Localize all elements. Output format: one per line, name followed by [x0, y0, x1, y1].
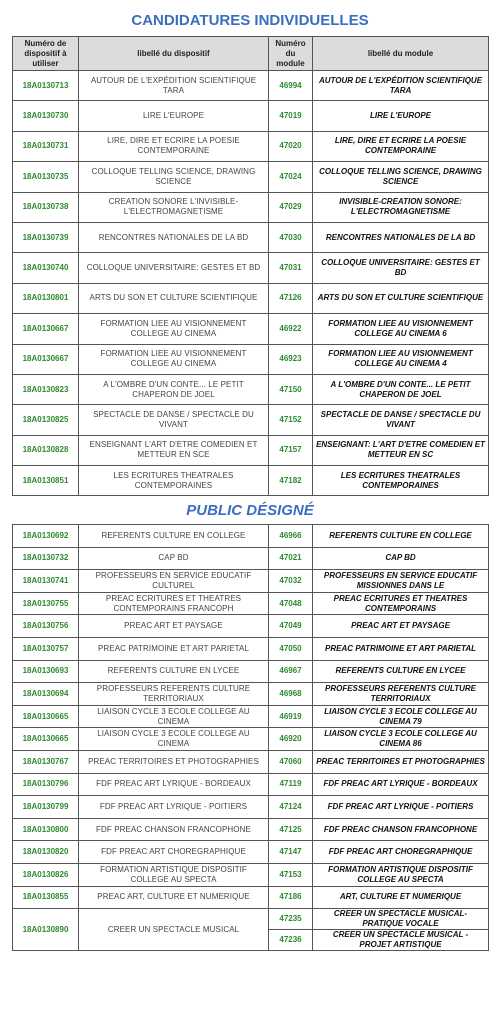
- dispositif-code: 18A0130735: [13, 162, 79, 192]
- table-row: [13, 435, 489, 465]
- dispositif-code: 18A0130801: [13, 283, 79, 313]
- dispositif-libelle: PROFESSEURS REFERENTS CULTURE TERRITORIAUX: [79, 683, 269, 706]
- dispositif-code: 18A0130732: [13, 547, 79, 570]
- module-number: 47150: [269, 374, 313, 404]
- header-libelle-dispositif: libellé du dispositif: [79, 37, 269, 71]
- dispositif-code: 18A0130739: [13, 222, 79, 252]
- table-row: [13, 192, 489, 222]
- dispositif-code: 18A0130767: [13, 750, 79, 773]
- dispositif-libelle: RENCONTRES NATIONALES DE LA BD: [79, 222, 269, 252]
- module-libelle: FDF PREAC ART LYRIQUE - BORDEAUX: [313, 773, 489, 796]
- dispositif-code: 18A0130799: [13, 796, 79, 819]
- dispositif-libelle: LIRE L'EUROPE: [79, 101, 269, 131]
- module-number: 47182: [269, 466, 313, 496]
- dispositif-libelle: PREAC ECRITURES ET THEATRES CONTEMPORAINS FRANCOPH: [79, 592, 269, 615]
- module-libelle: FDF PREAC ART LYRIQUE - POITIERS: [313, 796, 489, 819]
- dispositif-code: 18A0130826: [13, 863, 79, 886]
- header-dispositif: Numéro de dispositif à utiliser: [13, 37, 79, 71]
- dispositif-code: 18A0130694: [13, 683, 79, 706]
- dispositif-libelle: PREAC ART ET PAYSAGE: [79, 615, 269, 638]
- table-row: [13, 728, 489, 751]
- table-row: [13, 863, 489, 886]
- table-row: [13, 283, 489, 313]
- module-number: 47157: [269, 435, 313, 465]
- dispositif-libelle: PREAC TERRITOIRES ET PHOTOGRAPHIES: [79, 750, 269, 773]
- module-libelle: CREER UN SPECTACLE MUSICAL-PRATIQUE VOCALE: [313, 909, 489, 930]
- module-number: 47031: [269, 253, 313, 283]
- module-libelle: REFERENTS CULTURE EN LYCEE: [313, 660, 489, 683]
- table-row: [13, 705, 489, 728]
- dispositif-code: 18A0130828: [13, 435, 79, 465]
- table-row: [13, 750, 489, 773]
- table-row: [13, 71, 489, 101]
- dispositif-libelle: CAP BD: [79, 547, 269, 570]
- table-row: [13, 841, 489, 864]
- table-row: [13, 796, 489, 819]
- table-row: [13, 615, 489, 638]
- dispositif-libelle: FDF PREAC ART CHOREGRAPHIQUE: [79, 841, 269, 864]
- module-libelle: A L'OMBRE D'UN CONTE... LE PETIT CHAPERON DE JOEL: [313, 374, 489, 404]
- table-row: [13, 344, 489, 374]
- module-libelle: LIAISON CYCLE 3 ECOLE COLLEGE AU CINEMA 79: [313, 705, 489, 728]
- module-number: 47124: [269, 796, 313, 819]
- header-module: Numéro du module: [269, 37, 313, 71]
- dispositif-code: 18A0130738: [13, 192, 79, 222]
- module-number: 46967: [269, 660, 313, 683]
- dispositif-libelle: FDF PREAC ART LYRIQUE - BORDEAUX: [79, 773, 269, 796]
- dispositif-code: 18A0130800: [13, 818, 79, 841]
- module-libelle: SPECTACLE DE DANSE / SPECTACLE DU VIVANT: [313, 405, 489, 435]
- dispositif-code: 18A0130741: [13, 570, 79, 593]
- module-libelle: FDF PREAC ART CHOREGRAPHIQUE: [313, 841, 489, 864]
- dispositif-libelle: ARTS DU SON ET CULTURE SCIENTIFIQUE: [79, 283, 269, 313]
- header-libelle-module: libellé du module: [313, 37, 489, 71]
- table-row: [13, 886, 489, 909]
- module-number: 47030: [269, 222, 313, 252]
- module-number: 47126: [269, 283, 313, 313]
- table-row: [13, 592, 489, 615]
- dispositif-code: 18A0130667: [13, 314, 79, 344]
- dispositif-libelle: CREER UN SPECTACLE MUSICAL: [79, 909, 269, 951]
- table-row: [13, 405, 489, 435]
- table-header-row: [13, 37, 489, 71]
- table-row: [13, 818, 489, 841]
- module-libelle: LIRE, DIRE ET ECRIRE LA POESIE CONTEMPORAINE: [313, 131, 489, 161]
- module-number: 47021: [269, 547, 313, 570]
- module-number: 47029: [269, 192, 313, 222]
- dispositif-libelle: COLLOQUE TELLING SCIENCE, DRAWING SCIENCE: [79, 162, 269, 192]
- section-title-candidatures: CANDIDATURES INDIVIDUELLES: [131, 12, 369, 29]
- dispositif-code: 18A0130731: [13, 131, 79, 161]
- dispositif-code: 18A0130755: [13, 592, 79, 615]
- dispositif-code: 18A0130756: [13, 615, 79, 638]
- table-row: [13, 374, 489, 404]
- module-libelle: ART, CULTURE ET NUMERIQUE: [313, 886, 489, 909]
- module-number: 47152: [269, 405, 313, 435]
- module-number: 47048: [269, 592, 313, 615]
- table-row: [13, 162, 489, 192]
- module-number: 47235: [269, 909, 313, 930]
- table-row: [13, 773, 489, 796]
- module-number: 46923: [269, 344, 313, 374]
- module-number: 46922: [269, 314, 313, 344]
- dispositif-libelle: FORMATION LIEE AU VISIONNEMENT COLLEGE AU CINEMA: [79, 344, 269, 374]
- module-libelle: COLLOQUE UNIVERSITAIRE: GESTES ET BD: [313, 253, 489, 283]
- module-number: 47153: [269, 863, 313, 886]
- dispositif-code: 18A0130823: [13, 374, 79, 404]
- module-number: 47019: [269, 101, 313, 131]
- table-row: [13, 660, 489, 683]
- dispositif-libelle: PREAC ART, CULTURE ET NUMERIQUE: [79, 886, 269, 909]
- table-public-designe: [12, 524, 489, 951]
- module-number: 46966: [269, 525, 313, 548]
- module-libelle: FORMATION LIEE AU VISIONNEMENT COLLEGE AU CINEMA 4: [313, 344, 489, 374]
- dispositif-libelle: LIAISON CYCLE 3 ECOLE COLLEGE AU CINEMA: [79, 705, 269, 728]
- module-libelle: LIAISON CYCLE 3 ECOLE COLLEGE AU CINEMA 86: [313, 728, 489, 751]
- module-libelle: PROFESSEURS EN SERVICE EDUCATIF MISSIONNES DANS LE: [313, 570, 489, 593]
- dispositif-code: 18A0130796: [13, 773, 79, 796]
- dispositif-code: 18A0130757: [13, 637, 79, 660]
- module-number: 47049: [269, 615, 313, 638]
- dispositif-libelle: REFERENTS CULTURE EN COLLEGE: [79, 525, 269, 548]
- module-number: 47060: [269, 750, 313, 773]
- dispositif-libelle: LIRE, DIRE ET ECRIRE LA POESIE CONTEMPORAINE: [79, 131, 269, 161]
- dispositif-code: 18A0130730: [13, 101, 79, 131]
- table-row: [13, 253, 489, 283]
- module-number: 47186: [269, 886, 313, 909]
- module-libelle: LIRE L'EUROPE: [313, 101, 489, 131]
- dispositif-libelle: FORMATION LIEE AU VISIONNEMENT COLLEGE AU CINEMA: [79, 314, 269, 344]
- module-libelle: PREAC ECRITURES ET THEATRES CONTEMPORAINS: [313, 592, 489, 615]
- module-number: 47236: [269, 930, 313, 951]
- table-row: [13, 547, 489, 570]
- module-number: 47020: [269, 131, 313, 161]
- module-libelle: COLLOQUE TELLING SCIENCE, DRAWING SCIENCE: [313, 162, 489, 192]
- table-row: [13, 525, 489, 548]
- module-libelle: RENCONTRES NATIONALES DE LA BD: [313, 222, 489, 252]
- module-libelle: PROFESSEURS REFERENTS CULTURE TERRITORIAUX: [313, 683, 489, 706]
- dispositif-libelle: AUTOUR DE L'EXPÉDITION SCIENTIFIQUE TARA: [79, 71, 269, 101]
- module-libelle: CAP BD: [313, 547, 489, 570]
- dispositif-code: 18A0130851: [13, 466, 79, 496]
- dispositif-libelle: LIAISON CYCLE 3 ECOLE COLLEGE AU CINEMA: [79, 728, 269, 751]
- dispositif-code: 18A0130667: [13, 344, 79, 374]
- table-row: [13, 314, 489, 344]
- dispositif-libelle: LES ECRITURES THEATRALES CONTEMPORAINES: [79, 466, 269, 496]
- dispositif-code: 18A0130825: [13, 405, 79, 435]
- table-row: [13, 222, 489, 252]
- dispositif-code: 18A0130820: [13, 841, 79, 864]
- table-row: [13, 466, 489, 496]
- module-number: 46920: [269, 728, 313, 751]
- module-number: 46919: [269, 705, 313, 728]
- dispositif-code: 18A0130665: [13, 705, 79, 728]
- dispositif-libelle: CREATION SONORE L'INVISIBLE-L'ELECTROMAGNETISME: [79, 192, 269, 222]
- dispositif-libelle: ENSEIGNANT L'ART D'ETRE COMEDIEN ET METTEUR EN SCE: [79, 435, 269, 465]
- module-libelle: ARTS DU SON ET CULTURE SCIENTIFIQUE: [313, 283, 489, 313]
- dispositif-code: 18A0130713: [13, 71, 79, 101]
- table-row: [13, 101, 489, 131]
- module-libelle: PREAC ART ET PAYSAGE: [313, 615, 489, 638]
- module-libelle: FDF PREAC CHANSON FRANCOPHONE: [313, 818, 489, 841]
- dispositif-code: 18A0130665: [13, 728, 79, 751]
- module-number: 47125: [269, 818, 313, 841]
- module-number: 46994: [269, 71, 313, 101]
- table-row: [13, 683, 489, 706]
- section-title-public-designe: PUBLIC DÉSIGNÉ: [186, 502, 314, 519]
- dispositif-libelle: FDF PREAC CHANSON FRANCOPHONE: [79, 818, 269, 841]
- dispositif-libelle: COLLOQUE UNIVERSITAIRE: GESTES ET BD: [79, 253, 269, 283]
- module-libelle: FORMATION LIEE AU VISIONNEMENT COLLEGE AU CINEMA 6: [313, 314, 489, 344]
- dispositif-code: 18A0130855: [13, 886, 79, 909]
- module-libelle: LES ECRITURES THEATRALES CONTEMPORAINES: [313, 466, 489, 496]
- dispositif-libelle: FORMATION ARTISTIQUE DISPOSITIF COLLEGE AU SPECTA: [79, 863, 269, 886]
- dispositif-libelle: REFERENTS CULTURE EN LYCEE: [79, 660, 269, 683]
- dispositif-code: 18A0130740: [13, 253, 79, 283]
- module-libelle: PREAC TERRITOIRES ET PHOTOGRAPHIES: [313, 750, 489, 773]
- module-libelle: REFERENTS CULTURE EN COLLEGE: [313, 525, 489, 548]
- table-row: [13, 570, 489, 593]
- dispositif-libelle: SPECTACLE DE DANSE / SPECTACLE DU VIVANT: [79, 405, 269, 435]
- dispositif-libelle: FDF PREAC ART LYRIQUE - POITIERS: [79, 796, 269, 819]
- module-number: 47147: [269, 841, 313, 864]
- table-row: [13, 909, 489, 930]
- module-libelle: INVISIBLE-CREATION SONORE: L'ELECTROMAGNETISME: [313, 192, 489, 222]
- module-number: 47119: [269, 773, 313, 796]
- table-row: [13, 637, 489, 660]
- dispositif-code: 18A0130693: [13, 660, 79, 683]
- module-libelle: PREAC PATRIMOINE ET ART PARIETAL: [313, 637, 489, 660]
- module-number: 47032: [269, 570, 313, 593]
- module-libelle: CREER UN SPECTACLE MUSICAL - PROJET ARTISTIQUE: [313, 930, 489, 951]
- dispositif-code: 18A0130890: [13, 909, 79, 951]
- module-libelle: AUTOUR DE L'EXPÉDITION SCIENTIFIQUE TARA: [313, 71, 489, 101]
- table-candidatures: [12, 36, 489, 496]
- module-libelle: ENSEIGNANT: L'ART D'ETRE COMEDIEN ET METTEUR EN SC: [313, 435, 489, 465]
- dispositif-code: 18A0130692: [13, 525, 79, 548]
- table-row: [13, 131, 489, 161]
- module-number: 47050: [269, 637, 313, 660]
- module-number: 46968: [269, 683, 313, 706]
- dispositif-libelle: A L'OMBRE D'UN CONTE... LE PETIT CHAPERON DE JOEL: [79, 374, 269, 404]
- dispositif-libelle: PROFESSEURS EN SERVICE EDUCATIF CULTUREL: [79, 570, 269, 593]
- module-libelle: FORMATION ARTISTIQUE DISPOSITIF COLLEGE AU SPECTA: [313, 863, 489, 886]
- module-number: 47024: [269, 162, 313, 192]
- dispositif-libelle: PREAC PATRIMOINE ET ART PARIETAL: [79, 637, 269, 660]
